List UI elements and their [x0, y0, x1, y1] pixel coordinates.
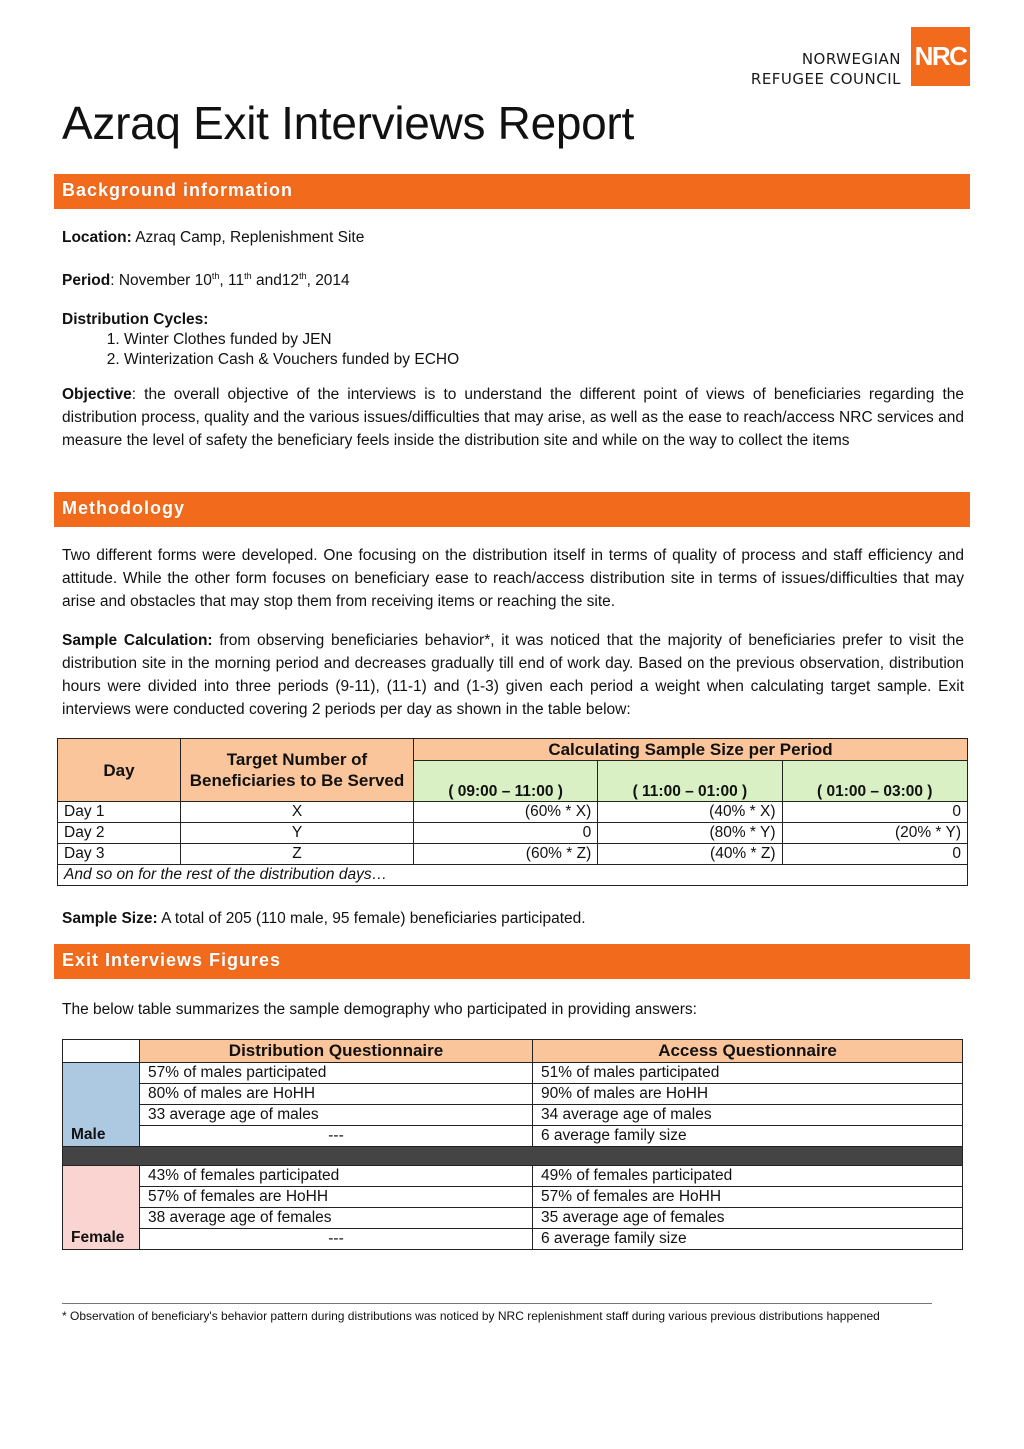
- cell-access: 49% of females participated: [533, 1166, 963, 1187]
- header-period-1: ( 09:00 – 11:00 ): [414, 761, 598, 802]
- sample-size-label: Sample Size:: [62, 910, 158, 927]
- cell-distribution: 43% of females participated: [140, 1166, 533, 1187]
- cycles-label: Distribution Cycles:: [62, 311, 209, 329]
- cycles-list: [62, 330, 964, 370]
- table-row: [63, 1229, 963, 1250]
- table-row: [58, 844, 968, 865]
- cell-access: 90% of males are HoHH: [533, 1084, 963, 1105]
- period-sup: th: [244, 271, 252, 281]
- table-row: [63, 1084, 963, 1105]
- header-access: Access Questionnaire: [533, 1040, 963, 1063]
- footnote: * Observation of beneficiary's behavior pattern during distributions was noticed by NRC replenishment staff during various previous distributions happened: [62, 1309, 880, 1323]
- sample-size-text: A total of 205 (110 male, 95 female) beneficiaries participated.: [157, 910, 586, 927]
- logo-line-2: REFUGEE COUNCIL: [750, 70, 901, 88]
- cell-period-3: (20% * Y): [782, 823, 968, 844]
- cell-access: 34 average age of males: [533, 1105, 963, 1126]
- sample-size-table: [57, 738, 968, 886]
- section-title: Background information: [62, 180, 294, 200]
- cell-period-2: (40% * Z): [598, 844, 782, 865]
- cell-period-2: (40% * X): [598, 802, 782, 823]
- cell-distribution: 33 average age of males: [140, 1105, 533, 1126]
- cell-period-1: (60% * X): [414, 802, 598, 823]
- header-calculating: Calculating Sample Size per Period: [414, 739, 968, 761]
- location-value: Azraq Camp, Replenishment Site: [131, 229, 365, 246]
- list-item: 1. Winter Clothes funded by JEN: [124, 330, 964, 350]
- cell-period-1: 0: [414, 823, 598, 844]
- table-row: [58, 802, 968, 823]
- logo-text: [751, 49, 901, 89]
- table-row: [63, 1105, 963, 1126]
- cell-distribution: 57% of males participated: [140, 1063, 533, 1084]
- header-empty: [63, 1040, 140, 1063]
- table-row: [63, 1126, 963, 1147]
- sample-calculation-text: from observing beneficiaries behavior*, it was noticed that the majority of beneficiaries prefer to visit the distribution site in the morning period and decreases gradually till end of work day. Based on the previous observation, distribution hours were divided into three periods (9-11), (11-1) and (1-3) given each period a weight when calculating target sample. Exit interviews were conducted covering 2 periods per day as shown in the table below:: [62, 632, 964, 718]
- cell-period-3: 0: [782, 802, 968, 823]
- demography-table: [62, 1039, 963, 1250]
- cell-period-3: 0: [782, 844, 968, 865]
- sample-calculation-label: Sample Calculation:: [62, 632, 213, 649]
- methodology-text: [62, 544, 964, 721]
- objective-label: Objective: [62, 386, 132, 404]
- period-text: : November 10: [110, 272, 212, 290]
- cell-period-1: (60% * Z): [414, 844, 598, 865]
- cell-distribution: ---: [140, 1229, 533, 1250]
- table-row: [63, 1166, 963, 1187]
- section-header-background: [54, 174, 970, 209]
- methodology-paragraph: Two different forms were developed. One focusing on the distribution itself in terms of quality of process and staff efficiency and attitude. While the other form focuses on beneficiary ease to reach/access distribution site in terms of issues/difficulties that may arise and obstacles that may stop them from receiving items or reaching the site.: [62, 547, 964, 610]
- period-sup: th: [299, 271, 307, 281]
- cell-day: Day 2: [58, 823, 181, 844]
- footnote-divider: [62, 1303, 932, 1304]
- period-text: , 2014: [306, 272, 350, 290]
- table-row: [63, 1063, 963, 1084]
- page-title: Azraq Exit Interviews Report: [62, 97, 634, 149]
- cell-target: Z: [181, 844, 414, 865]
- period-label: Period: [62, 272, 111, 290]
- sample-calculation-paragraph: [62, 629, 964, 721]
- section-header-methodology: [54, 492, 970, 527]
- female-label: Female: [63, 1166, 140, 1250]
- table-row: [58, 823, 968, 844]
- sample-size-line: [62, 907, 964, 930]
- background-info: [62, 226, 964, 452]
- location-label: Location:: [62, 229, 132, 246]
- objective-paragraph: [62, 383, 964, 452]
- period-text: , 11: [219, 272, 245, 290]
- table-note-row: [58, 865, 968, 886]
- table-row: [63, 1208, 963, 1229]
- header-distribution: Distribution Questionnaire: [140, 1040, 533, 1063]
- header-period-3: ( 01:00 – 03:00 ): [782, 761, 968, 802]
- separator-cell: [63, 1147, 963, 1166]
- cell-distribution: ---: [140, 1126, 533, 1147]
- table-note: And so on for the rest of the distribution days…: [58, 865, 968, 886]
- cell-access: 35 average age of females: [533, 1208, 963, 1229]
- list-item: 2. Winterization Cash & Vouchers funded by ECHO: [124, 350, 964, 370]
- header-period-2: ( 11:00 – 01:00 ): [598, 761, 782, 802]
- male-label: Male: [63, 1063, 140, 1147]
- location-line: [62, 226, 964, 249]
- cell-access: 6 average family size: [533, 1229, 963, 1250]
- cell-access: 57% of females are HoHH: [533, 1187, 963, 1208]
- figures-intro: The below table summarizes the sample demography who participated in providing answers:: [62, 1001, 697, 1018]
- header-day: Day: [58, 739, 181, 802]
- cell-target: X: [181, 802, 414, 823]
- section-header-figures: [54, 944, 970, 979]
- cell-access: 51% of males participated: [533, 1063, 963, 1084]
- cell-target: Y: [181, 823, 414, 844]
- header-target: Target Number of Beneficiaries to Be Served: [181, 739, 414, 802]
- cell-day: Day 1: [58, 802, 181, 823]
- cell-day: Day 3: [58, 844, 181, 865]
- cell-distribution: 80% of males are HoHH: [140, 1084, 533, 1105]
- cell-access: 6 average family size: [533, 1126, 963, 1147]
- period-sup: th: [211, 271, 220, 281]
- separator-row: [63, 1147, 963, 1166]
- table-header-row: [58, 739, 968, 761]
- table-header-row: [63, 1040, 963, 1063]
- section-title: Methodology: [62, 498, 185, 518]
- cell-period-2: (80% * Y): [598, 823, 782, 844]
- logo-line-1: NORWEGIAN: [801, 50, 901, 68]
- period-line: [62, 265, 964, 292]
- table-row: [63, 1187, 963, 1208]
- period-text: and12: [251, 272, 300, 290]
- section-title: Exit Interviews Figures: [62, 950, 282, 970]
- objective-text: : the overall objective of the interviews is to understand the different point of views of beneficiaries regarding the distribution process, quality and the various issues/difficulties that may arise, as well as the ease to reach/access NRC services and measure the level of safety the beneficiary feels inside the distribution site and while on the way to collect the items: [62, 386, 964, 450]
- nrc-logo: [751, 27, 970, 89]
- logo-badge: NRC: [911, 27, 970, 86]
- cell-distribution: 57% of females are HoHH: [140, 1187, 533, 1208]
- cell-distribution: 38 average age of females: [140, 1208, 533, 1229]
